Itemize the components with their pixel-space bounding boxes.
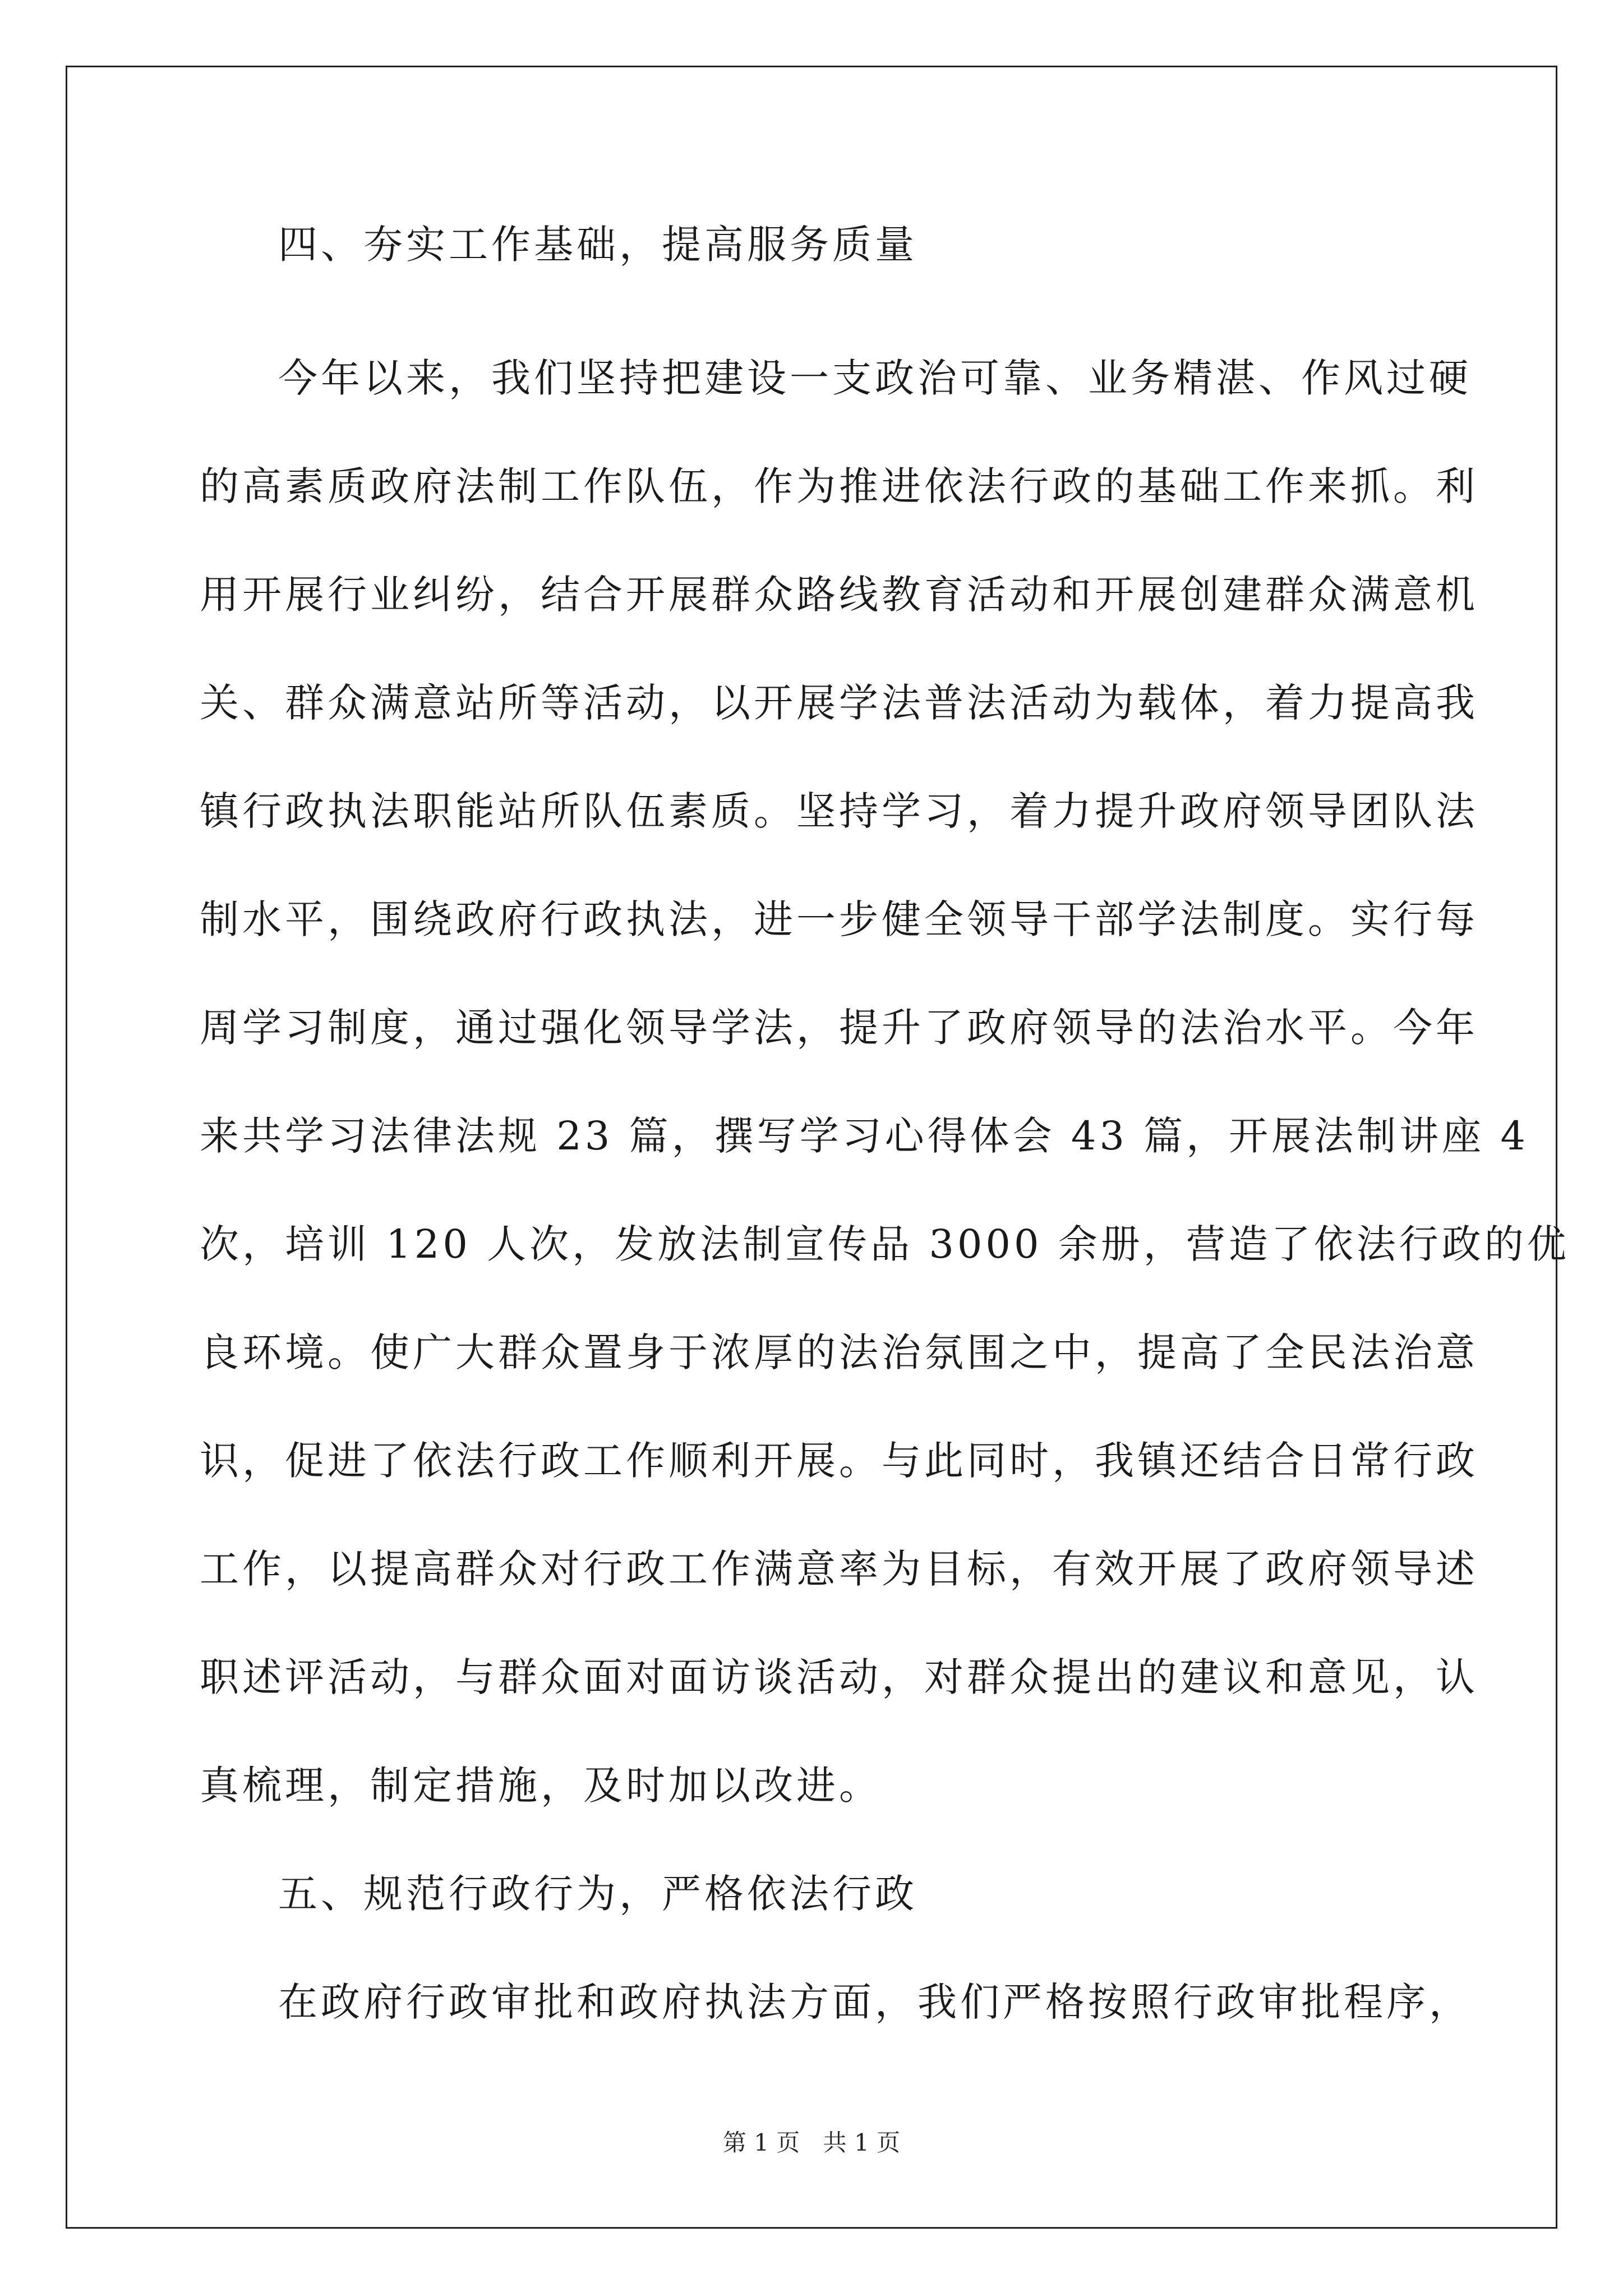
page-number-current: 第 1 页	[722, 2129, 800, 2156]
section-4-paragraph	[200, 324, 1570, 1840]
paragraph-line: 识，促进了依法行政工作顺利开展。与此同时，我镇还结合日常行政	[200, 1438, 1478, 1484]
page-number-total: 共 1 页	[823, 2129, 901, 2156]
section-heading-4: 四、夯实工作基础，提高服务质量	[278, 222, 917, 268]
paragraph-line: 的高素质政府法制工作队伍，作为推进依法行政的基础工作来抓。利	[200, 463, 1478, 509]
section-5-paragraph	[200, 1948, 1472, 2056]
paragraph-line: 关、群众满意站所等活动，以开展学法普法活动为载体，着力提高我	[200, 680, 1478, 726]
paragraph-line: 用开展行业纠纷，结合开展群众路线教育活动和开展创建群众满意机	[200, 572, 1478, 618]
paragraph-line: 在政府行政审批和政府执法方面，我们严格按照行政审批程序，	[278, 1979, 1472, 2025]
paragraph-line: 来共学习法律法规 23 篇，撰写学习心得体会 43 篇，开展法制讲座 4	[200, 1113, 1529, 1159]
paragraph-line: 制水平，围绕政府行政执法，进一步健全领导干部学法制度。实行每	[200, 896, 1478, 942]
paragraph-line: 周学习制度，通过强化领导学法，提升了政府领导的法治水平。今年	[200, 1005, 1478, 1051]
page-footer	[0, 2129, 1623, 2157]
paragraph-line: 职述评活动，与群众面对面访谈活动，对群众提出的建议和意见，认	[200, 1654, 1478, 1700]
paragraph-line: 真梳理，制定措施，及时加以改进。	[200, 1763, 882, 1809]
paragraph-line: 镇行政执法职能站所队伍素质。坚持学习，着力提升政府领导团队法	[200, 788, 1478, 834]
paragraph-line: 今年以来，我们坚持把建设一支政治可靠、业务精湛、作风过硬	[278, 355, 1472, 401]
paragraph-line: 工作，以提高群众对行政工作满意率为目标，有效开展了政府领导述	[200, 1546, 1478, 1592]
document-body	[200, 216, 1570, 2056]
section-heading-5: 五、规范行政行为，严格依法行政	[278, 1871, 917, 1917]
paragraph-line: 良环境。使广大群众置身于浓厚的法治氛围之中，提高了全民法治意	[200, 1329, 1478, 1375]
paragraph-line: 次，培训 120 人次，发放法制宣传品 3000 余册，营造了依法行政的优	[200, 1221, 1570, 1267]
